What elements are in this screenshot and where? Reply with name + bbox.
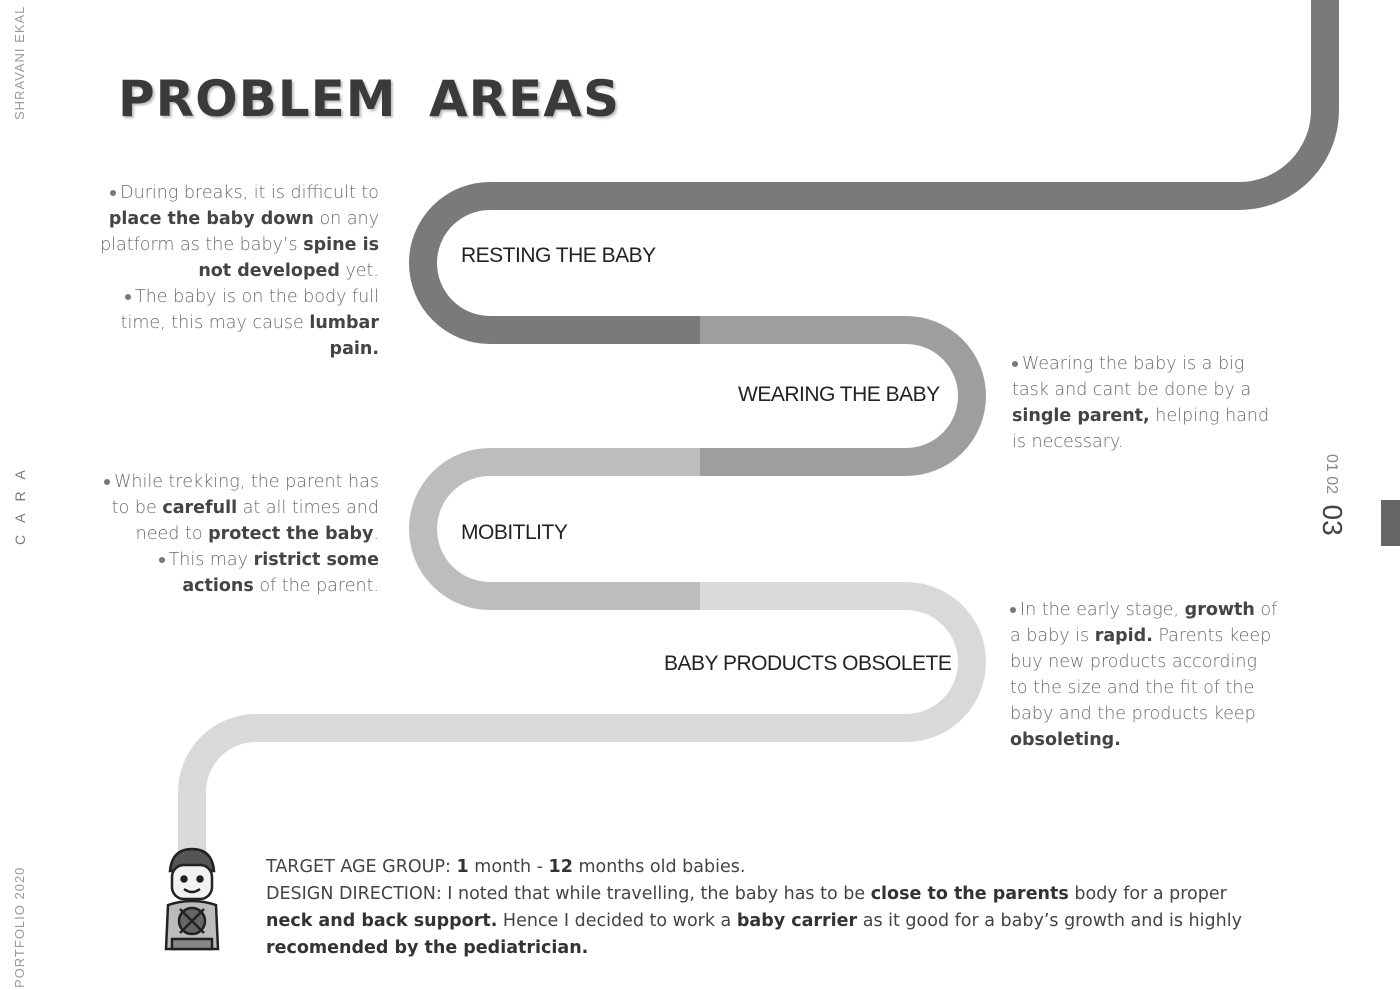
page-number-2[interactable]: 02 bbox=[1323, 476, 1340, 495]
note-wearing bbox=[1012, 351, 1272, 455]
summary-emphasis: close to the parents bbox=[870, 884, 1069, 904]
note-text: of a baby is bbox=[1010, 600, 1278, 646]
note-text: at all times and need to bbox=[135, 498, 379, 544]
bullet-icon bbox=[1012, 361, 1018, 367]
author-name: SHRAVANI EKAL bbox=[12, 5, 27, 120]
page-number-current[interactable]: 03 bbox=[1317, 504, 1348, 536]
note-text: helping hand is necessary. bbox=[1012, 406, 1270, 452]
summary-emphasis: baby carrier bbox=[736, 911, 858, 931]
summary-text: Hence I decided to work a bbox=[497, 911, 737, 931]
age-from: 1 bbox=[456, 857, 469, 877]
design-summary bbox=[266, 854, 1276, 962]
bullet-icon bbox=[1010, 607, 1016, 613]
baby-in-carrier-icon bbox=[160, 845, 224, 957]
note-emphasis: lumbar pain. bbox=[309, 313, 379, 359]
summary-text: : I noted that while travelling, the baby has to be bbox=[435, 884, 871, 904]
design-direction-label: DESIGN DIRECTION bbox=[266, 884, 436, 904]
bullet-icon bbox=[159, 557, 165, 563]
note-text: of the parent. bbox=[253, 576, 379, 596]
stage-resting: RESTING THE BABY bbox=[461, 244, 656, 267]
page-number-1[interactable]: 01 bbox=[1323, 454, 1340, 472]
road-segment-4 bbox=[192, 596, 972, 860]
note-text: . bbox=[373, 524, 379, 544]
note-mobility bbox=[104, 469, 379, 599]
summary-text: month - bbox=[468, 857, 549, 877]
project-name: CARA bbox=[12, 458, 28, 545]
stage-obsolete: BABY PRODUCTS OBSOLETE bbox=[664, 652, 952, 675]
summary-text: : bbox=[445, 857, 457, 877]
stage-wearing: WEARING THE BABY bbox=[738, 383, 940, 406]
note-emphasis: single parent, bbox=[1012, 406, 1150, 426]
bullet-icon bbox=[125, 294, 131, 300]
summary-text: months old babies. bbox=[572, 857, 746, 877]
note-text: This may bbox=[168, 550, 254, 570]
note-emphasis: rapid. bbox=[1094, 626, 1153, 646]
note-text: Parents keep buy new products according to the size and the fit of the baby and the products keep bbox=[1010, 626, 1272, 724]
page-indicator-bar bbox=[1381, 500, 1400, 546]
page-title: PROBLEM AREAS bbox=[118, 70, 620, 128]
note-emphasis: carefull bbox=[162, 498, 238, 518]
note-emphasis: obsoleting. bbox=[1010, 730, 1121, 750]
summary-text: as it good for a baby’s growth and is highly bbox=[857, 911, 1242, 931]
note-text: While trekking, the parent has to be bbox=[111, 472, 379, 518]
note-emphasis: ristrict some actions bbox=[182, 550, 379, 596]
road-segment-1 bbox=[423, 0, 1325, 330]
page-indicator bbox=[1316, 454, 1348, 536]
age-to: 12 bbox=[548, 857, 573, 877]
target-age-label: TARGET AGE GROUP bbox=[266, 857, 446, 877]
note-text: During breaks, it is difficult to bbox=[120, 183, 379, 203]
note-text: on any platform as the baby’s bbox=[100, 209, 379, 255]
note-text: In the early stage, bbox=[1020, 600, 1185, 620]
stage-mobility: MOBITLITY bbox=[461, 521, 568, 544]
bullet-icon bbox=[110, 190, 116, 196]
note-obsolete bbox=[1010, 597, 1280, 753]
bullet-icon bbox=[104, 479, 110, 485]
summary-emphasis: recomended by the pediatrician. bbox=[266, 938, 589, 958]
note-emphasis: place the baby down bbox=[108, 209, 314, 229]
note-text: The baby is on the body full time, this may cause bbox=[120, 287, 379, 333]
summary-emphasis: neck and back support. bbox=[266, 911, 498, 931]
note-resting bbox=[96, 180, 379, 362]
note-emphasis: spine is not developed bbox=[198, 235, 379, 281]
summary-text: body for a proper bbox=[1068, 884, 1227, 904]
note-text: Wearing the baby is a big task and cant be done by a bbox=[1012, 354, 1252, 400]
note-text: yet. bbox=[339, 261, 379, 281]
note-emphasis: protect the baby bbox=[208, 524, 374, 544]
note-emphasis: growth bbox=[1184, 600, 1255, 620]
portfolio-year: PORTFOLIO 2020 bbox=[12, 866, 27, 988]
